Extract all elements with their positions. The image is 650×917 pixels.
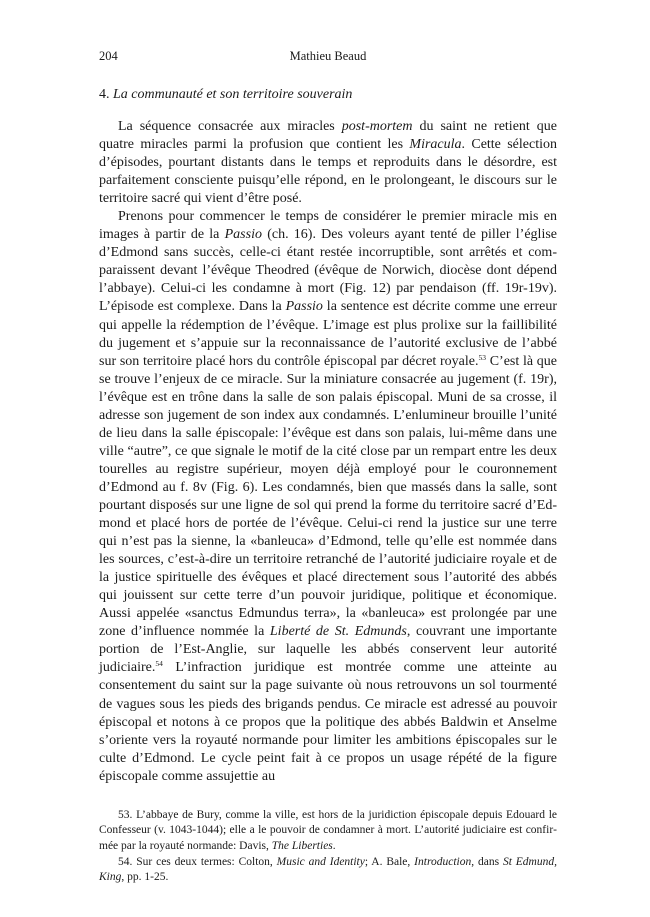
text-run: , dans [471, 855, 503, 868]
text-run: 54. Sur ces deux termes: Colton, [118, 855, 277, 868]
running-head [99, 49, 557, 64]
italic-run: Passio [224, 227, 262, 243]
text-run: ; A. Bale, [364, 855, 415, 868]
text-run: (ch. 16). Des voleurs ayant tenté de piller l’église d’Edmond sans succès, celle-ci étant restée incorruptible, sont arrêtés et comparaissent devant l’évêque Theodred (évêque de Norwich, diocèse dont dépend l’abbaye). Celui-ci les condamne à mort (Fig. 12) par pendaison (ff. 19r-19v). L’épisode est complexe. Dans la [99, 227, 557, 315]
footnote-54 [99, 855, 557, 886]
section-number: 4. [99, 87, 110, 102]
text-run: Prenons pour commencer le temps de considérer le premier miracle mis en images à partir de la [99, 209, 557, 243]
section-title: La communauté et son territoire souverain [113, 87, 353, 102]
italic-run: Liberté de St. Edmunds [269, 624, 407, 640]
page-number: 204 [99, 49, 118, 63]
italic-run: The Liberties [271, 839, 333, 852]
text-run: , couvrant une importante portion de l’Est-Anglie, sur laquelle les abbés conservent leur autorité judiciaire. [99, 624, 558, 676]
italic-run: Passio [285, 299, 323, 315]
running-head-author: Mathieu Beaud [289, 49, 367, 63]
text-run: . Cette sélection d’épisodes, pourtant distants dans le temps et reproduits dans le désordre, est parfaitement consciente puisqu’elle répond, en le prolongeant, le discours sur le territoire sacré qui vient d’être posé. [99, 137, 557, 207]
body-text [99, 118, 557, 786]
text-run: , pp. 1-25. [121, 871, 169, 884]
paragraph [99, 118, 557, 208]
text-run: La séquence consacrée aux miracles [118, 119, 342, 134]
footnotes [99, 808, 557, 886]
section-heading [99, 86, 557, 104]
text-run: la sentence est décrite comme une erreur qui appelle la rédemption de l’évêque. L’image est plus prolixe sur la faillibilité du jugement et s’appuie sur la reconnaissance de l’autorité exclusive de l’abbé sur son territoire placé hors du contrôle épiscopal par décret royale. [99, 299, 557, 369]
text-run: 53. L’abbaye de Bury, comme la ville, est hors de la juridiction épiscopale depuis Edouard le Confesseur (v. 1043-1044); elle a le pouvoir de condamner à mort. L’autorité judiciaire est confirmée par la royauté normande: Davis, [99, 808, 557, 852]
italic-run: Miracula [409, 137, 462, 153]
text-run: . [332, 839, 336, 852]
footnote-ref: 54 [155, 659, 163, 669]
footnote-53 [99, 808, 557, 855]
italic-run: Introduction [414, 855, 472, 868]
italic-run: Music and Identity [276, 855, 365, 868]
text-run: L’infraction juridique est montrée comme une atteinte au consentement du saint sur la page suivante où nous retrouvons un sol tourmenté de vagues sous les pieds des brigands pendus. Ce miracle est adressé au pouvoir épiscopal et notons à ce propos que la politique des abbés Baldwin et Anselme s’oriente vers la royauté normande pour limiter les ambitions épiscopales sur le culte d’Edmond. Le cycle peint fait à ce propos un usage répété de la figure épiscopale comme assujettie au [99, 660, 557, 784]
text-run: C’est là que se trouve l’enjeux de ce miracle. Sur la miniature consacrée au jugement (f. 19r), l’évêque est en trône dans la salle de son palais épiscopal. Muni de sa crosse, il adresse son jugement de son index aux condamnés. L’enlumineur brouille l’unité de lieu dans la salle épiscopale: l’évêque est dans son palais, lui-même dans une ville “autre”, ce que signale le motif de la cité close par un rempart entre les deux tourelles au registre supérieur, moyen déjà employé pour le couronnement d’Edmond au f. 8v (Fig. 6). Les condamnés, bien que massés dans la salle, sont pourtant disposés sur une ligne de sol qui prend la forme du territoire sacré d’Edmond et placé hors de portée de l’évêque. Celui-ci rend la justice sur une terre qui n’est pas la sienne, la «banleuca» d’Edmond, telle qu’elle est nommée dans les sources, c’est-à-dire un territoire retranché de l’autorité judiciaire royale et de la justice spirituelle des évêques et placé directement sous l’autorité des abbés qui jouissent sur cette terre d’un pouvoir juridique, politique et économique. Aussi appelée «sanctus Edmundus terra», la «banleuca» est prolongée par une zone d’influence nommée la [99, 353, 557, 640]
book-page [99, 49, 557, 886]
text-run: du saint ne retient que quatre miracles parmi la profusion que contient les [99, 119, 557, 153]
italic-run: St Edmund, King [99, 855, 557, 884]
italic-run: post-mortem [341, 119, 413, 134]
footnote-ref: 53 [478, 352, 487, 362]
paragraph [99, 208, 557, 786]
